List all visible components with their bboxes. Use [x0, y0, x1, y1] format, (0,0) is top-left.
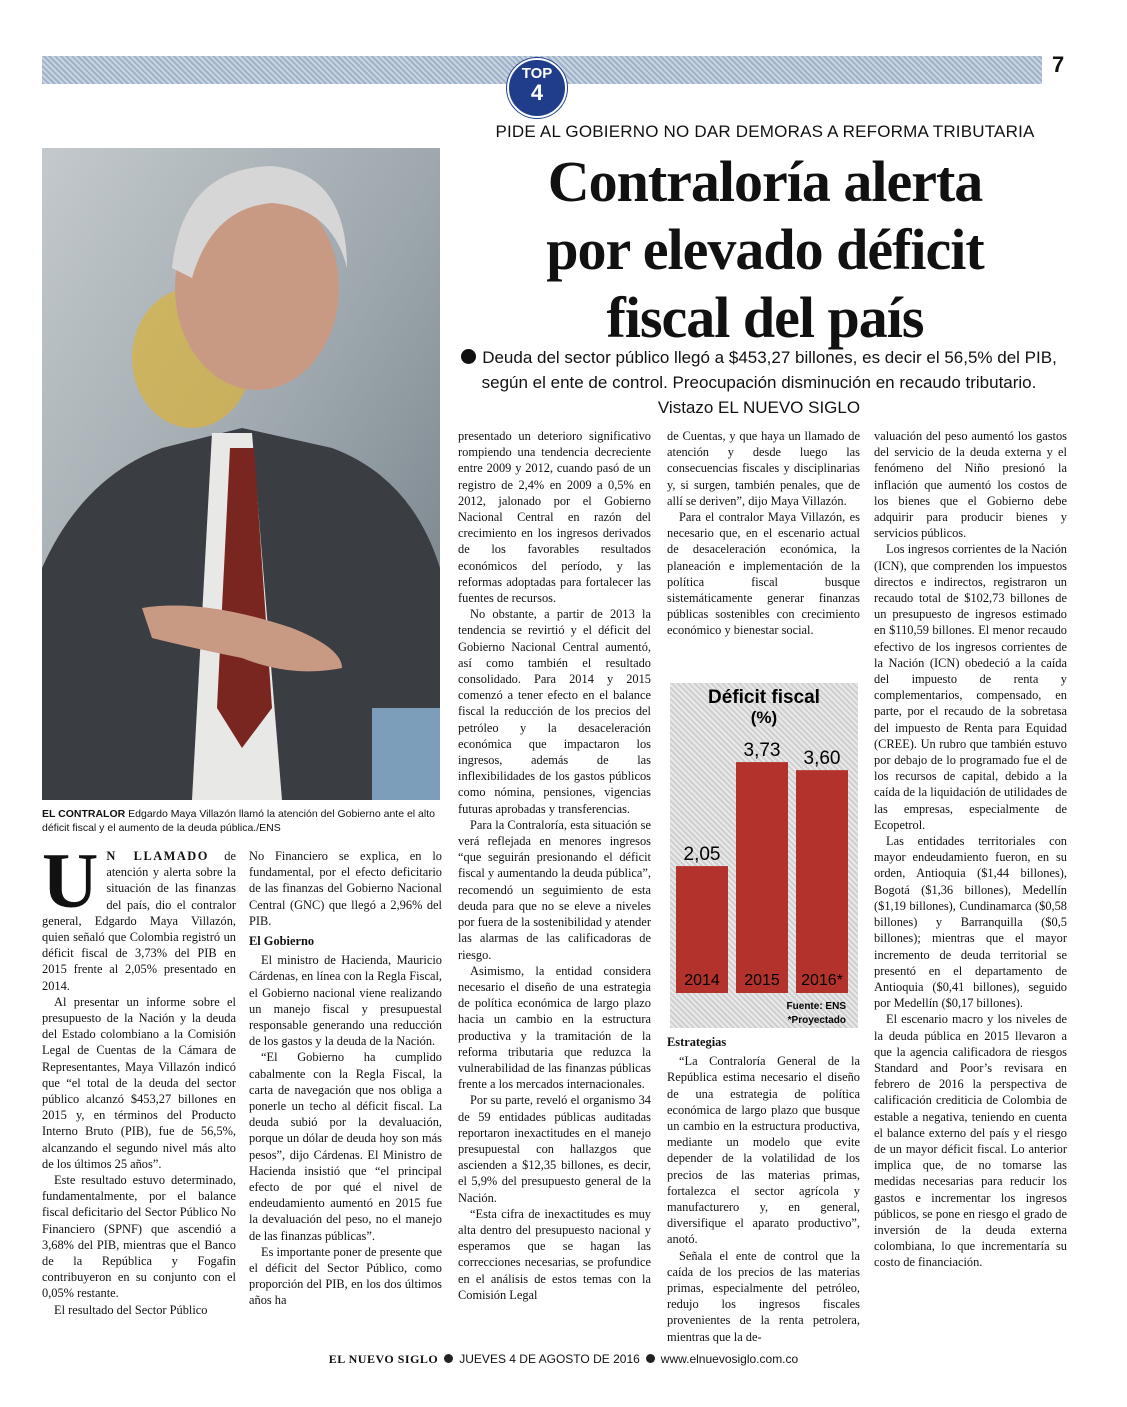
paragraph: El resultado del Sector Público — [54, 1302, 208, 1317]
drop-cap: U — [42, 837, 99, 924]
column-4-top — [667, 428, 860, 639]
column-4-bottom — [667, 1034, 860, 1345]
subhead-text: Deuda del sector público llegó a $453,27 billones, es decir el 56,5% del PIB, según el ente de control. Preocupación disminución en recaudo tributario. Vistazo EL NUEVO SIGLO — [481, 348, 1057, 417]
paragraph: de Cuentas, y que haya un llamado de atención y desde luego las consecuencias fiscales y disciplinarias y, si surgen, también penales, que de allí se deriven”, dijo Maya Villazón. — [667, 429, 860, 508]
chart-note: *Proyectado — [787, 1015, 846, 1026]
paragraph: Para la Contraloría, esta situación se verá reflejada en menores ingresos “que seguirán presionando el déficit fiscal y aumentando la deuda pública”, recomendó un seguimiento de esta deuda para que no se eleve a niveles por fuera de la sostenibilidad y atender las alarmas de las calificadoras de riesgo. — [458, 817, 651, 962]
paragraph: Este resultado estuvo determinado, fundamentalmente, por el balance fiscal deficitario del Sector Público No Financiero (SPNF) que ascendió a 3,68% del PIB, mientras que el Banco de la República y Fogafin contribuyeron en su conjunto con el 0,05% restante. — [42, 1173, 236, 1301]
lead-caps: N LLAMADO — [106, 849, 209, 863]
bullet-icon — [646, 1354, 655, 1363]
paragraph: Las entidades territoriales con mayor endeudamiento fueron, en su orden, Antioquia ($1,44 billones), Bogotá ($1,36 billones), Medellín ($1,19 billones), Cundinamarca ($0,58 billones) y Barranquilla ($0,5 billones); mientras que el mayor incremento de deuda territorial se presentó en el departamento de Antioquia ($0,41 billones), seguido por Medellín ($0,17 billones). — [874, 834, 1067, 1011]
column-5 — [874, 428, 1067, 1271]
caption-label: EL CONTRALOR — [42, 808, 126, 820]
chart-bar — [736, 762, 788, 993]
paragraph: No Financiero se explica, en lo fundamental, por el efecto deficitario de las finanzas del Gobierno Nacional Central (GNC) que llegó a 2,96% del PIB. — [249, 849, 442, 928]
page-footer — [0, 1352, 1127, 1367]
column-3 — [458, 428, 651, 1303]
headline-line-1: Contraloría alerta — [547, 149, 983, 214]
chart-bar — [796, 770, 848, 993]
paragraph: Asimismo, la entidad considera necesario el diseño de una estrategia de política económica de largo plazo hacia un cambio en la estructura productiva y la tramitación de la reforma tributaria que reduzca la vulnerabilidad de las finanzas públicas frente a los mercados internacionales. — [458, 963, 651, 1092]
column-2 — [249, 848, 442, 1309]
paragraph: Los ingresos corrientes de la Nación (ICN), que comprenden los impuestos directos e indirectos, registraron un recaudo total de $102,73 billones de un presupuesto de ingresos estimado en $110,59 billones. El menor recaudo efectivo de los ingresos corrientes de la Nación (ICN) obedeció a la caída del impuesto de renta y complementarios, compensado, en parte, por el recaudo de la sobretasa del impuesto de Renta para Equidad (CREE). Un rubro que también estuvo por debajo de lo programado fue el de los recursos de capital, debido a la caída de la liquidación de utilidades de las empresas, especialmente de Ecopetrol. — [874, 542, 1067, 832]
paragraph: “Esta cifra de inexactitudes es muy alta dentro del presupuesto nacional y esperamos que se hagan las correcciones necesarias, se profundice en el análisis de estos temas con la Comisión Legal — [458, 1206, 651, 1302]
photo-caption — [42, 807, 440, 835]
deficit-chart-svg — [670, 683, 858, 1028]
deficit-chart — [670, 683, 858, 1028]
chart-category-label: 2014 — [684, 972, 720, 989]
portrait-illustration — [42, 148, 440, 800]
chart-value-label: 3,73 — [743, 740, 781, 762]
paragraph: Para el contralor Maya Villazón, es necesario que, en el escenario actual de desaceleración económica, la planeación e implementación de la política fiscal busque sistemáticamente generar finanzas públicas sostenibles con crecimiento económico y bienestar social. — [667, 510, 860, 638]
footer-brand: EL NUEVO SIGLO — [328, 1352, 439, 1366]
contralor-photo — [42, 148, 440, 800]
bullet-icon — [461, 349, 476, 364]
headline-line-3: fiscal del país — [606, 285, 924, 350]
paragraph: El ministro de Hacienda, Mauricio Cárdenas, en línea con la Regla Fiscal, el Gobierno nacional viene realizando un manejo fiscal y presupuestal responsable generando una reducción de los gastos y la deuda de la Nación. — [249, 953, 442, 1049]
column-1 — [42, 837, 236, 1318]
footer-date: JUEVES 4 DE AGOSTO DE 2016 — [459, 1352, 640, 1366]
chart-source: Fuente: ENS — [786, 1001, 846, 1012]
bullet-icon — [444, 1354, 453, 1363]
paragraph: No obstante, a partir de 2013 la tendencia se revirtió y el déficit del Gobierno Nacional Central aumentó, así como también el resultado consolidado. Para 2014 y 2015 comenzó a tener efecto en el balance fiscal la reducción de los precios del petróleo y la desaceleración económica que impactaron los ingresos, además de las inflexibilidades de los gastos públicos como nómina, pensiones, vigencias futuras aprobadas y transferencias. — [458, 607, 651, 816]
paragraph: de atención y alerta sobre la situación de las finanzas del país, dio el contralor general, Edgardo Maya Villazón, quien señaló que Colombia registró un déficit fiscal de 3,73% del PIB en 2015 frente al 2,05% presentado en 2014. — [42, 849, 236, 993]
paragraph: “El Gobierno ha cumplido cabalmente con la Regla Fiscal, la carta de navegación que nos obliga a ponerle un techo al déficit fiscal. La deuda subió por la devaluación, porque un dólar de deuda hoy son más pesos”, dijo Cárdenas. El Ministro de Hacienda insistió que “el principal efecto de por qué el nivel de endeudamiento aumentó en 2015 fue la devaluación del peso, no el manejo de las finanzas públicas”. — [249, 1050, 442, 1243]
chart-category-label: 2016* — [801, 972, 843, 989]
paragraph: Señala el ente de control que la caída de los precios de las materias primas, especialmente del petróleo, redujo los ingresos fiscales provenientes de la renta petrolera, mientras que la de- — [667, 1248, 860, 1344]
paragraph: “La Contraloría General de la República estima necesario el diseño de una estrategia de política económica de largo plazo que busque un cambio en la estructura productiva, mediante un modelo que evite depender de la volatilidad de los precios de las materias primas, fortalezca el sector agrícola y manufacturero y, en general, diversifique el aparato productivo”, anotó. — [667, 1054, 860, 1247]
kicker: PIDE AL GOBIERNO NO DAR DEMORAS A REFORMA TRIBUTARIA — [495, 122, 1035, 141]
chart-value-label: 2,05 — [683, 844, 721, 866]
top-badge — [507, 58, 567, 118]
paragraph: Por su parte, reveló el organismo 34 de 59 entidades públicas auditadas reportaron inexactitudes en el manejo presupuestal con hallazgos que ascienden a $12,35 billones, es decir, el 5,9% del presupuesto general de la Nación. — [458, 1093, 651, 1205]
chart-subtitle: (%) — [750, 708, 778, 727]
paragraph: El escenario macro y los niveles de la deuda pública en 2015 llevaron a que la agencia calificadora de riesgos Standard and Poor’s revisara en febrero de 2016 la perspectiva de calificación crediticia de Colombia de estable a negativa, teniendo en cuenta el balance externo del país y el riesgo de un mayor déficit fiscal. Lo anterior implica que, de no tomarse las medidas necesarias para reducir los gastos e incrementar los ingresos públicos, se pone en riesgo el grado de inversión de la deuda externa colombiana, lo que incrementaría su costo de financiación. — [874, 1012, 1067, 1270]
chart-title: Déficit fiscal — [708, 687, 820, 708]
paragraph: Es importante poner de presente que el déficit del Sector Público, como proporción del PIB, en los dos últimos años ha — [249, 1244, 442, 1308]
section-heading: El Gobierno — [249, 934, 315, 949]
chart-value-label: 3,60 — [803, 748, 841, 770]
paragraph: valuación del peso aumentó los gastos del servicio de la deuda externa y el fenómeno del Niño presionó la inflación que aumentó los costos de los bienes que el Gobierno debe adquirir para producir bienes y servicios públicos. — [874, 429, 1067, 541]
top-badge-label: TOP — [521, 65, 553, 82]
paragraph: Al presentar un informe sobre el presupuesto de la Nación y la deuda del Estado colombiano a la Comisión Legal de Cuentas de la Cámara de Representantes, Maya Villazón indicó que “el total de la deuda del sector público alcanzó $453,27 billones en 2015 y, en términos del Producto Interno Bruto (PIB), fue de 56,5%, alcanzando el segundo nivel más alto de los últimos 25 años”. — [42, 994, 236, 1171]
chart-category-label: 2015 — [744, 972, 780, 989]
footer-url[interactable]: www.elnuevosiglo.com.co — [660, 1352, 799, 1366]
headline-line-2: por elevado déficit — [546, 217, 984, 282]
caption-text: Edgardo Maya Villazón llamó la atención del Gobierno ante el alto déficit fiscal y el aumento de la deuda pública./ — [42, 808, 435, 834]
caption-credit: ENS — [259, 822, 281, 834]
section-heading: Estrategias — [667, 1035, 727, 1049]
page-number: 7 — [1052, 52, 1065, 77]
subhead — [452, 345, 1066, 420]
paragraph: presentado un deterioro significativo rompiendo una tendencia decreciente entre 2009 y 2012, cuando pasó de un registro de 2,4% en 2009 a 0,5% en 2012, jalonado por el Gobierno Nacional Central en razón del crecimiento en los ingresos derivados de los favorables resultados económicos del período, y las reformas adoptadas para fortalecer las fuentes de recursos. — [458, 429, 651, 606]
top-badge-number: 4 — [530, 80, 544, 105]
headline — [440, 148, 1090, 352]
